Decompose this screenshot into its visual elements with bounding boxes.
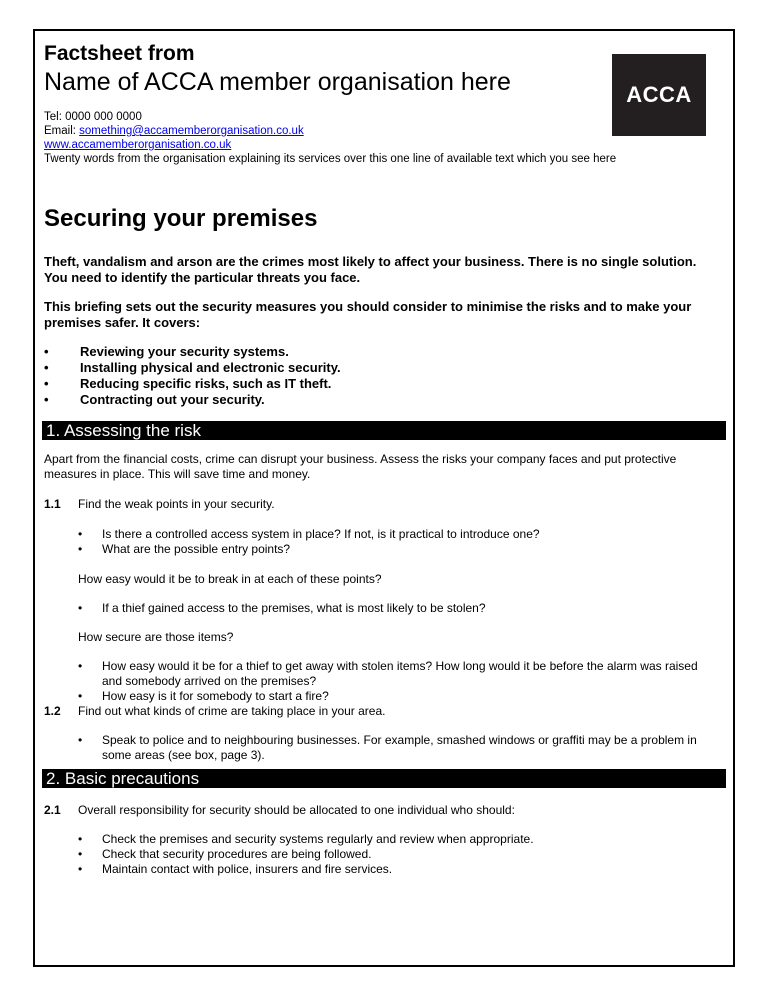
bullet-icon: • [78,733,83,747]
list-item: • Check that security procedures are being followed. [78,847,372,861]
email-label: Email: [44,125,80,137]
website-line [44,138,231,152]
section-1-2-text: Find out what kinds of crime are taking place in your area. [78,704,386,718]
list-item: • If a thief gained access to the premises, what is most likely to be stolen? [78,601,486,615]
list-item: • Maintain contact with police, insurers and fire services. [78,862,393,876]
section-1-1-text: Find the weak points in your security. [78,497,275,511]
section-1-2-bullets [78,733,718,763]
bullet-icon: • [78,862,83,876]
section-2-heading: 2. Basic precautions [42,769,726,788]
bullet-icon: • [44,360,49,375]
tel-line: Tel: 0000 000 0000 [44,111,142,123]
list-item: • Speak to police and to neighbouring businesses. For example, smashed windows or graffiti may be a problem in some areas (see box, page 3). [78,733,697,762]
bullet-icon: • [44,392,49,407]
list-item: • Installing physical and electronic security. [44,360,341,375]
tagline: Twenty words from the organisation explaining its services over this one line of available text which you see here [44,153,617,165]
bullet-icon: • [78,659,83,673]
section-1-1-bullets-3 [78,659,718,704]
section-1-1-bullets-2 [78,601,718,616]
email-link[interactable]: something@accamemberorganisation.co.uk [79,125,304,137]
question-break-in: How easy would it be to break in at each of these points? [78,572,382,586]
list-item: • Contracting out your security. [44,392,265,407]
list-item: • Reviewing your security systems. [44,344,289,359]
covers-list [44,344,341,408]
intro-paragraph-2: This briefing sets out the security measures you should consider to minimise the risks and to make your premises safer. It covers: [44,299,692,330]
website-link[interactable]: www.accamemberorganisation.co.uk [44,139,232,151]
acca-logo [612,54,706,136]
section-2-1-number: 2.1 [44,803,61,817]
bullet-icon: • [78,601,83,615]
logo-text: ACCA [626,82,692,107]
section-1-heading: 1. Assessing the risk [42,421,726,440]
section-1-2-number: 1.2 [44,704,61,718]
bullet-icon: • [44,376,49,391]
question-secure-items: How secure are those items? [78,630,234,644]
list-item: • Check the premises and security systems regularly and review when appropriate. [78,832,534,846]
list-item: • Reducing specific risks, such as IT theft. [44,376,332,391]
intro-paragraph-1: Theft, vandalism and arson are the crimes most likely to affect your business. There is no single solution. You need to identify the particular threats you face. [44,254,697,285]
bullet-icon: • [78,832,83,846]
bullet-icon: • [78,542,83,556]
bullet-icon: • [78,847,83,861]
section-1-intro: Apart from the financial costs, crime can disrupt your business. Assess the risks your company faces and put protective measures in place. This will save time and money. [44,452,677,481]
page-title: Securing your premises [44,205,318,232]
bullet-icon: • [78,527,83,541]
bullet-icon: • [44,344,49,359]
factsheet-from: Factsheet from [44,42,195,65]
section-1-1-bullets [78,527,718,557]
section-1-1-number: 1.1 [44,497,61,511]
list-item: • What are the possible entry points? [78,542,291,556]
email-line [44,124,304,138]
list-item: • How easy would it be for a thief to get away with stolen items? How long would it be before the alarm was raised and somebody arrived on the premises? [78,659,698,688]
list-item: • How easy is it for somebody to start a fire? [78,689,329,703]
org-name: Name of ACCA member organisation here [44,68,511,96]
section-2-1-text: Overall responsibility for security should be allocated to one individual who should: [78,803,515,817]
section-2-1-bullets [78,832,718,877]
bullet-icon: • [78,689,83,703]
list-item: • Is there a controlled access system in place? If not, is it practical to introduce one? [78,527,540,541]
